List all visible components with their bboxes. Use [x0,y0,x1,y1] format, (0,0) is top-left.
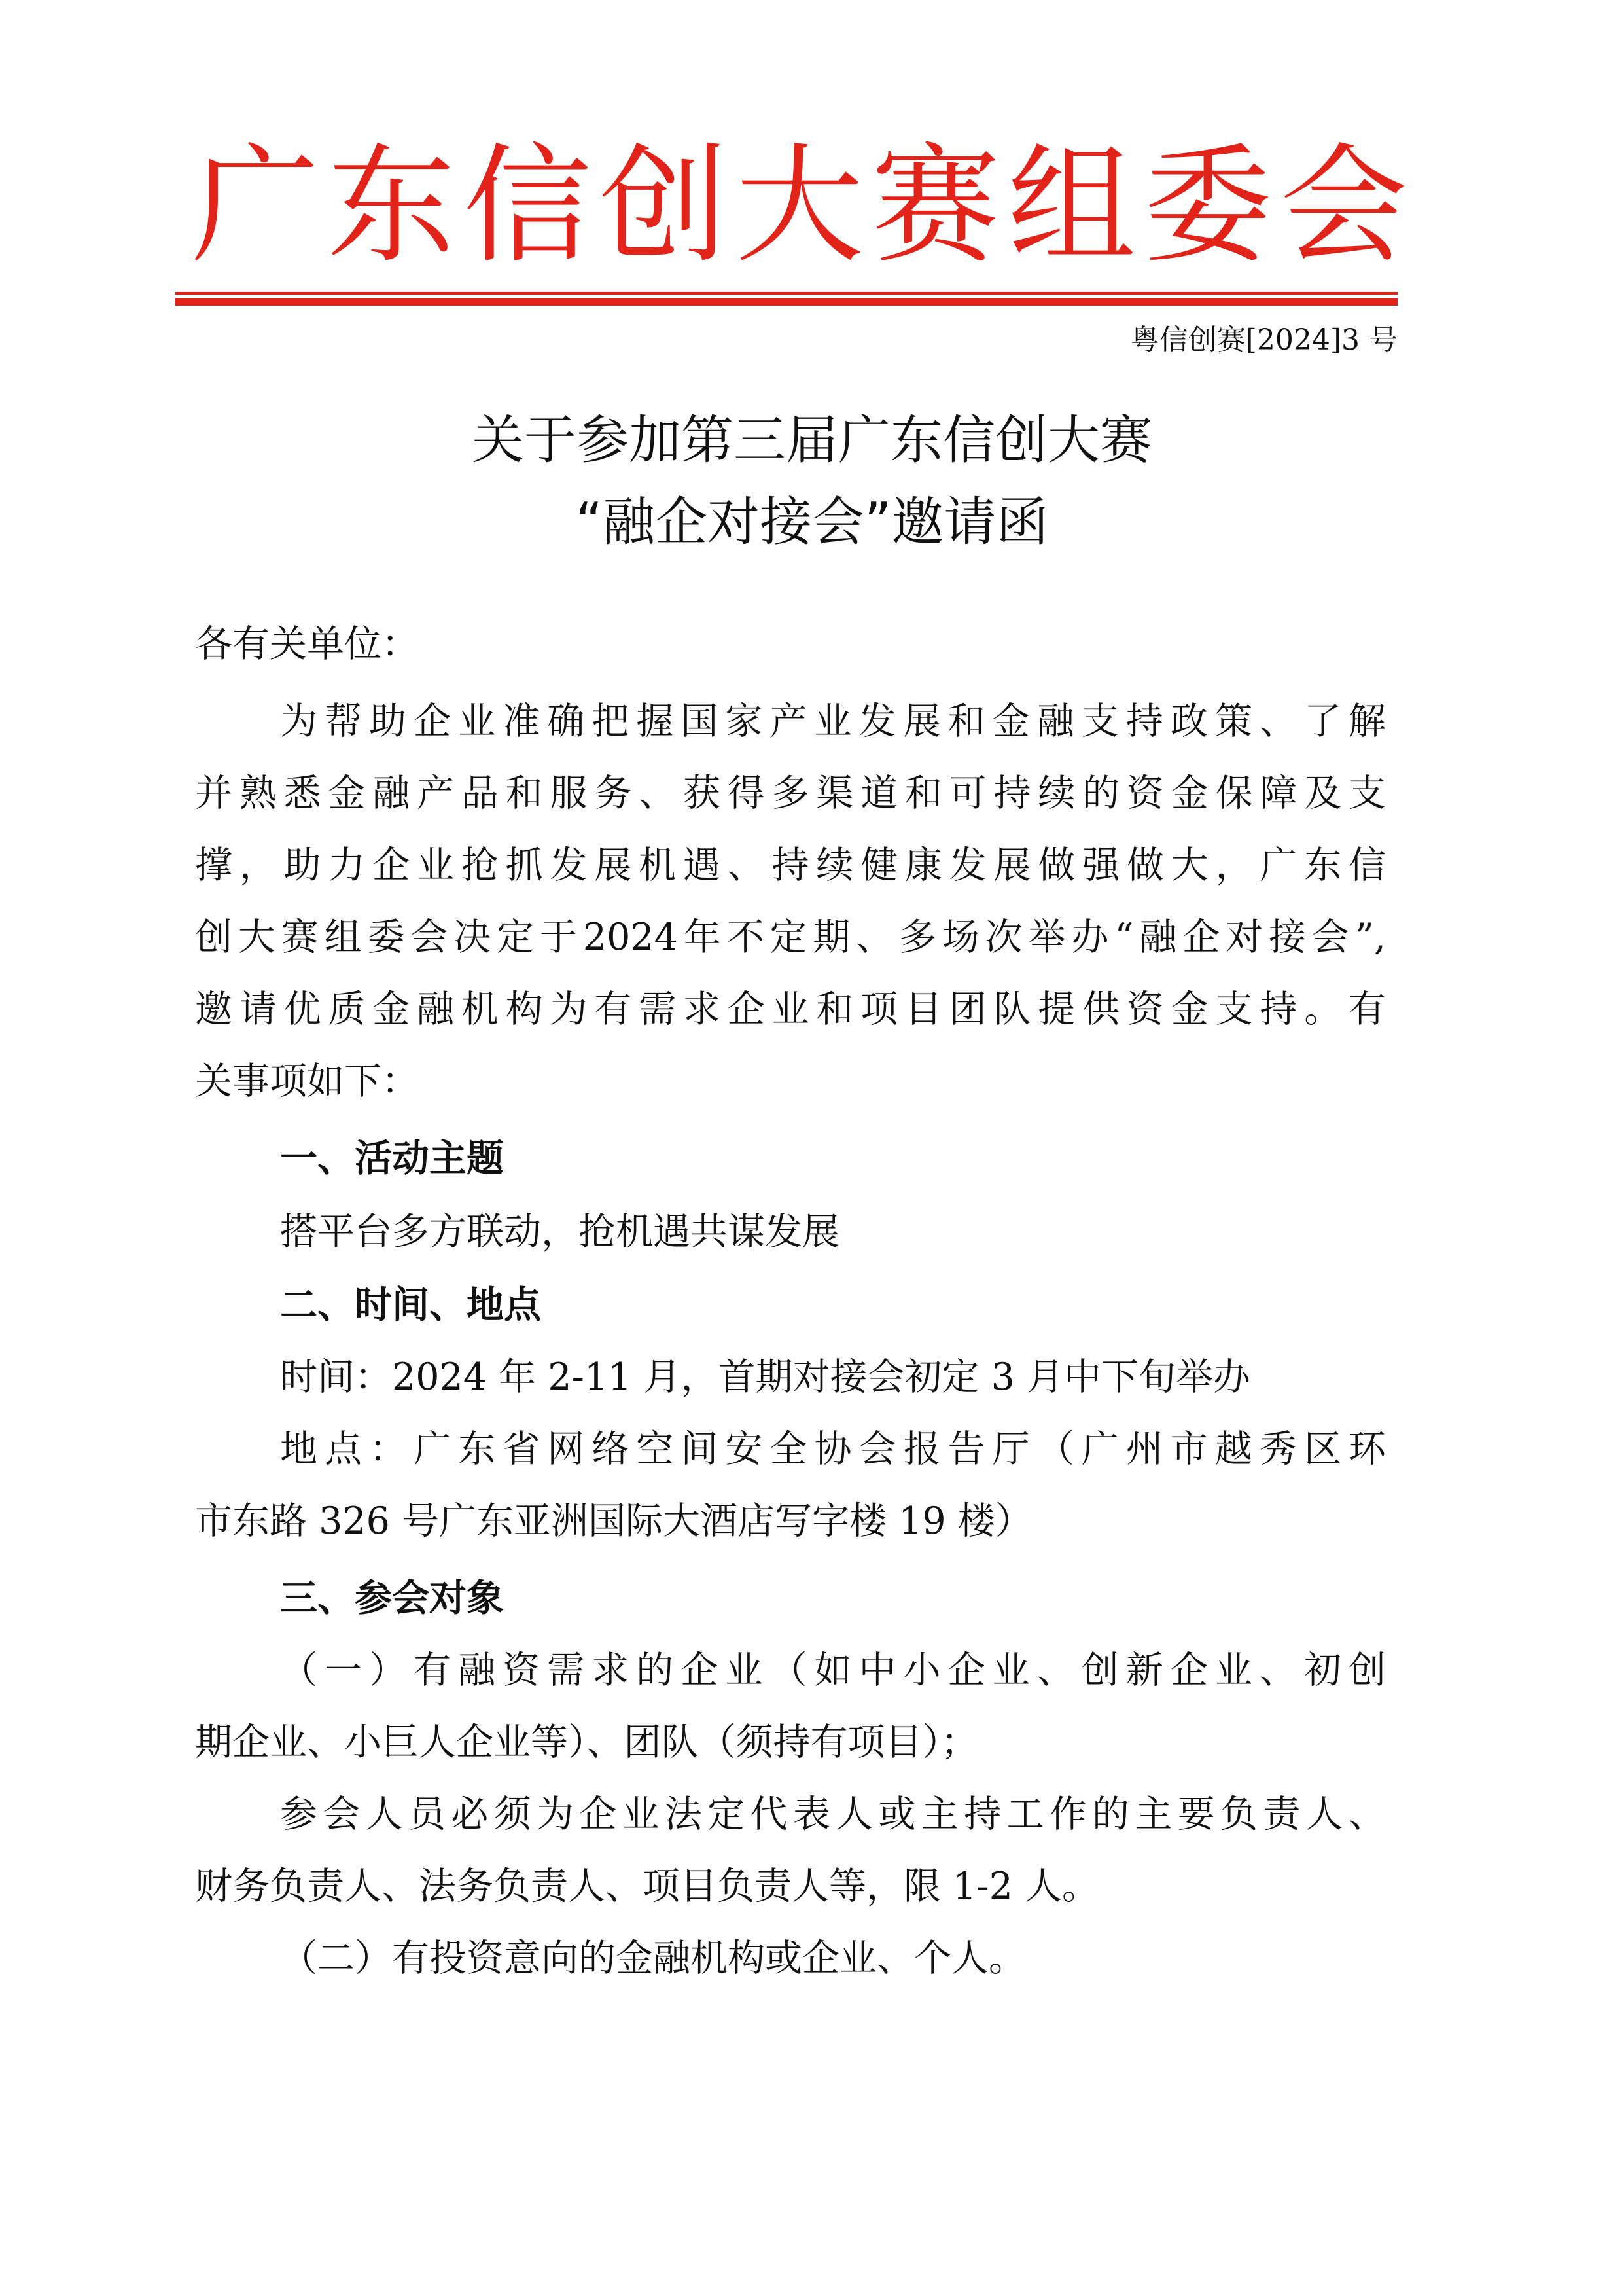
letterhead-rule-thin [175,292,1398,295]
section-3-heading: 三、参会对象 [280,1577,504,1620]
intro-line: 为帮助企业准确把握国家产业发展和金融支持政策、了解 [280,700,1386,743]
section-3-item-1-line-1: （一）有融资需求的企业（如中小企业、创新企业、初创 [280,1649,1386,1692]
section-1-heading: 一、活动主题 [280,1137,504,1180]
section-3-item-1-line-2: 期企业、小巨人企业等）、团队（须持有项目）； [195,1721,978,1764]
section-2-heading: 二、时间、地点 [280,1283,541,1327]
document-title-line-1: 关于参加第三届广东信创大赛 [472,410,1152,471]
intro-line: 关事项如下： [195,1060,419,1103]
document-number: 粤信创赛[2024]3 号 [1130,323,1398,357]
letterhead-title: 广东信创大赛组委会 [191,132,1417,281]
section-2-place-line-2: 市东路 326 号广东亚洲国际大酒店写字楼 19 楼） [195,1499,1033,1543]
section-3-item-2: （二）有投资意向的金融机构或企业、个人。 [280,1937,1026,1980]
section-3-note-line-2: 财务负责人、法务负责人、项目负责人等，限 1-2 人。 [195,1865,1100,1908]
section-3-note-line-1: 参会人员必须为企业法定代表人或主持工作的主要负责人、 [280,1793,1386,1836]
section-2-place-line-1: 地点：广东省网络空间安全协会报告厅（广州市越秀区环 [280,1427,1386,1471]
document-title-line-2: “融企对接会”邀请函 [575,492,1049,552]
letterhead-rule-thick [175,298,1398,306]
section-1-text: 搭平台多方联动，抢机遇共谋发展 [280,1210,839,1253]
intro-line: 邀请优质金融机构为有需求企业和项目团队提供资金支持。有 [195,988,1386,1031]
intro-line: 撑，助力企业抢抓发展机遇、持续健康发展做强做大，广东信 [195,844,1386,887]
salutation: 各有关单位： [195,622,419,666]
section-2-time: 时间：2024 年 2-11 月，首期对接会初定 3 月中下旬举办 [280,1355,1250,1399]
intro-line: 创大赛组委会决定于2024年不定期、多场次举办“融企对接会”, [195,916,1386,959]
intro-line: 并熟悉金融产品和服务、获得多渠道和可持续的资金保障及支 [195,772,1386,815]
